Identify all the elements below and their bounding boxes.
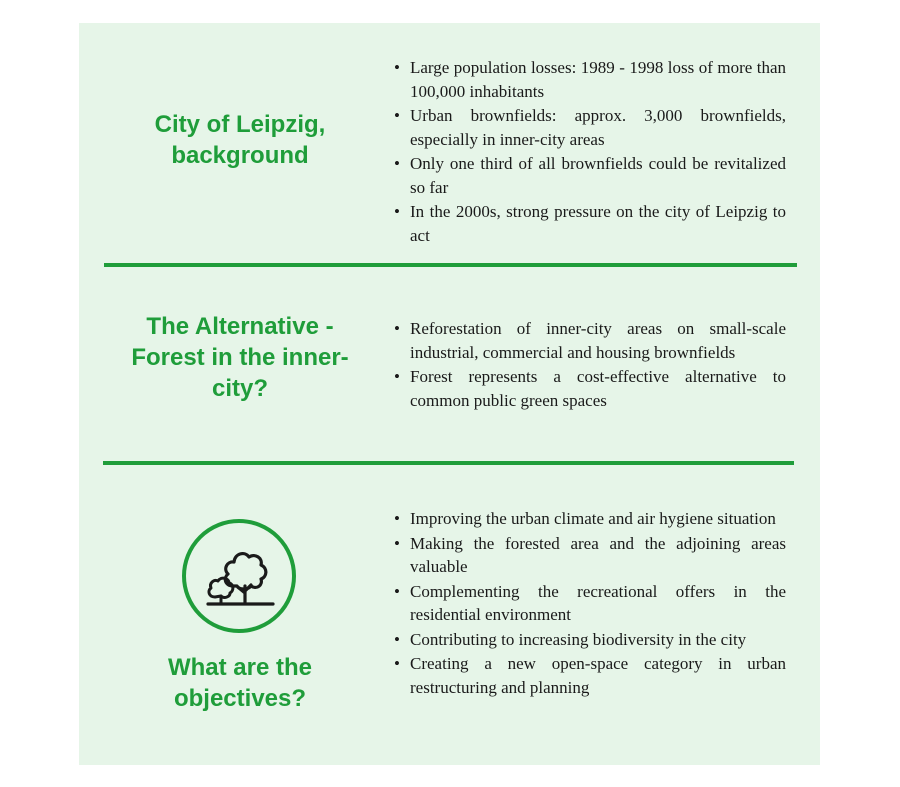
bullet-item: • Creating a new open-space category in urban restructuring and planning	[392, 652, 786, 699]
bullet-item: • Large population losses: 1989 - 1998 loss of more than 100,000 inhabitants	[392, 56, 786, 103]
bullet-item: • Reforestation of inner-city areas on small-scale industrial, commercial and housing brownfields	[392, 317, 786, 364]
bullet-item: • In the 2000s, strong pressure on the city of Leipzig to act	[392, 200, 786, 247]
section-divider	[103, 461, 794, 465]
section-heading-alternative: The Alternative - Forest in the inner-city?	[131, 313, 349, 402]
bullet-item: • Forest represents a cost-effective alternative to common public green spaces	[392, 365, 786, 412]
section-heading-objectives: What are the objectives?	[167, 654, 313, 712]
bullet-list-objectives	[392, 507, 786, 700]
bullet-item: • Making the forested area and the adjoining areas valuable	[392, 532, 786, 579]
bullet-item: • Urban brownfields: approx. 3,000 brownfields, especially in inner-city areas	[392, 104, 786, 151]
bullet-list-background	[392, 56, 786, 248]
bullet-list-alternative	[392, 317, 786, 413]
bullet-item: • Contributing to increasing biodiversity in the city	[392, 628, 786, 652]
bullet-item: • Improving the urban climate and air hygiene situation	[392, 507, 786, 531]
bullet-item: • Only one third of all brownfields could be revitalized so far	[392, 152, 786, 199]
section-heading-background: City of Leipzig, background	[154, 111, 326, 169]
trees-icon	[181, 518, 297, 634]
section-divider	[104, 263, 797, 267]
bullet-item: • Complementing the recreational offers in the residential environment	[392, 580, 786, 627]
